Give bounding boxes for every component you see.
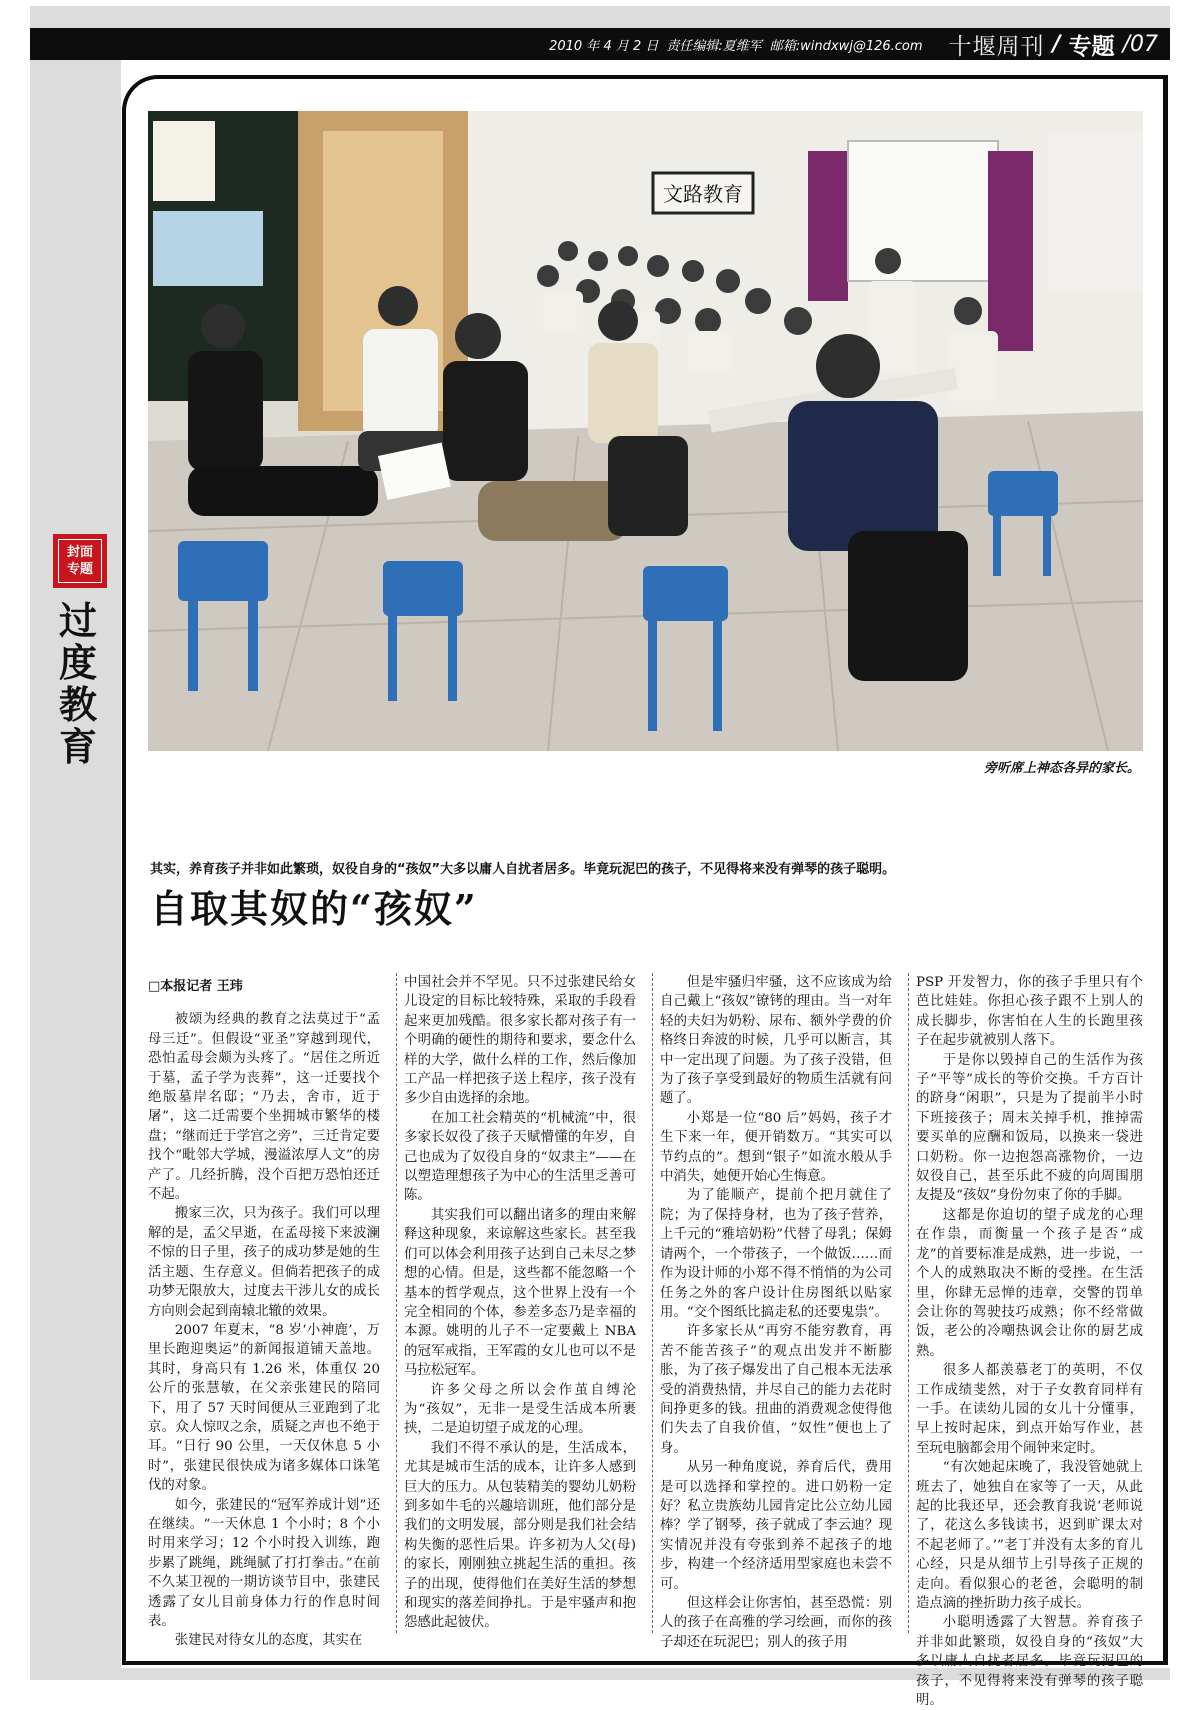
classroom-photo-illustration	[148, 111, 1143, 751]
photo-caption: 旁听席上神态各异的家长。	[983, 761, 1140, 776]
column-divider	[908, 973, 909, 1633]
page-header	[30, 28, 1170, 60]
paragraph: PSP 开发智力，你的孩子手里只有个芭比娃娃。你担心孩子跟不上别人的成长脚步，你害怕在人生的长跑里孩子在起步就被别人落下。	[916, 975, 1143, 1049]
paragraph: 小郑是一位“80 后”妈妈，孩子才生下来一年，便开销数万。“其实可以节约点的”。想到“银子”如流水般从手中消失，她便开始心生悔意。	[660, 1110, 892, 1185]
paragraph: 小聪明透露了大智慧。养育孩子并非如此繁琐，奴役自身的“孩奴”大多以庸人自扰者居多。毕竟玩泥巴的孩子，不见得将来没有弹琴的孩子聪明。	[916, 1615, 1143, 1709]
top-gray-strip	[30, 6, 1170, 28]
cover-topic-badge	[53, 534, 107, 588]
wall-sign-text: 文路教育	[663, 182, 743, 206]
paragraph: 张建民对待女儿的态度，其实在	[174, 1633, 363, 1649]
section-name: 专题	[1068, 32, 1115, 60]
editor-email: 邮箱:windxwj@126.com	[769, 38, 923, 54]
paragraph: 这都是你迫切的望子成龙的心理在作祟，而衡量一个孩子是否“成龙”的首要标准是成熟，进一步说，一个人的成熟取决不断的受挫。在生活里，你肆无忌惮的违章，交警的罚单会让你的驾驶技巧成熟；你不经常做饭，老公的冷嘲热讽会让你的厨艺成熟。	[916, 1207, 1143, 1359]
publication-name: 十堰周刊	[948, 33, 1045, 60]
paragraph: 为了能顺产，提前个把月就住了院；为了保持身材，也为了孩子营养，上千元的“雅培奶粉”代替了母乳；保姆请两个，一个带孩子，一个做饭……而作为设计师的小郑不得不悄悄的为公司任务之外的客户设计住房图纸以贴家用。“交个图纸比搞走私的还要鬼祟”。	[660, 1188, 892, 1320]
classroom-photo	[148, 111, 1143, 751]
paragraph: 许多家长从“再穷不能穷教育，再苦不能苦孩子”的观点出发并不断膨胀，为了孩子爆发出了自己根本无法承受的消费热情，并尽自己的能力去花时间挣更多的钱。扭曲的消费观念使得他们失去了自我价值，“奴性”便也上了身。	[660, 1324, 892, 1456]
badge-line-2: 专题	[66, 562, 93, 577]
paragraph: “有次她起床晚了，我没管她就上班去了，她独自在家等了一天，从此起的比我还早，还会教育我说‘老师说了，花这么多钱读书，迟到旷课太对不起老师了。’”老丁并没有太多的育儿心经，只是从细节上引导孩子正规的走向。看似狠心的老爸，会聪明的制造点滴的挫折助力孩子成长。	[916, 1460, 1143, 1611]
paragraph: 中国社会并不罕见。只不过张建民给女儿设定的目标比较特殊，采取的手段看起来更加残酷。很多家长都对孩子有一个明确的硬性的期待和要求，要念什么样的大学，做什么样的工作，然后像加工产品一样把孩子送上程序，孩子没有多少自由选择的余地。	[404, 975, 636, 1107]
column-divider	[652, 973, 653, 1633]
page-number: /07	[1122, 31, 1158, 57]
paragraph: 于是你以毁掉自己的生活作为孩子“平等”成长的等价交换。千方百计的跻身“闲职”，只是为了提前半小时下班接孩子；周末关掉手机，推掉需要买单的应酬和饭局，以换来一袋进口奶粉。你一边抱怨高涨物价，一边奴役自己，甚至乐此不疲的向周围朋友提及“孩奴”身份勿束了你的手脚。	[916, 1052, 1143, 1204]
article-column-3	[660, 973, 892, 1650]
article-column-1	[148, 973, 380, 1649]
paragraph: 被颂为经典的教育之法莫过于“孟母三迁”。但假设“亚圣”穿越到现代，恐怕孟母会颇为头疼了。“居住之所近于墓，孟子学为丧葬”，这一迁要找个绝版墓岸名邸；“乃去，舍市，近于屠”，这二迁需要个坐拥城市繁华的楼盘；“继而迁于学宫之旁”，三迁肯定要找个“毗邻大学城，漫溢浓厚人文”的房产了。几经折腾，没个百把万恐怕还迁不起。	[148, 1012, 380, 1203]
article-column-4	[916, 973, 1143, 1709]
paragraph: 在加工社会精英的“机械流”中，很多家长奴役了孩子天赋懵懂的年岁，自己也成为了奴役自身的“奴隶主”——在以塑造理想孩子为中心的生活里乏善可陈。	[404, 1110, 636, 1204]
paragraph: 2007 年夏末，“8 岁‘小神鹿’，万里长跑迎奥运”的新闻报道铺天盖地。其时，身高只有 1.26 米，体重仅 20 公斤的张慧敏，在父亲张建民的陪同下，用了 57 天时间便从三亚跑到了北京。众人惊叹之余，质疑之声也不绝于耳。“日行 90 公里，一天仅休息 5 小时”，张建民很快成为诸多媒体口诛笔伐的对象。	[148, 1322, 380, 1494]
article-lead: 其实，养育孩子并非如此繁琐，奴役自身的“孩奴”大多以庸人自扰者居多。毕竟玩泥巴的孩子，不见得将来没有弹琴的孩子聪明。	[150, 862, 896, 877]
left-margin-band	[30, 60, 121, 1680]
article-column-2	[404, 973, 636, 1633]
paragraph: 但是牢骚归牢骚，这不应该成为给自己戴上“孩奴”镣铐的理由。当一对年轻的夫妇为奶粉、尿布、额外学费的价格终日奔波的时候，几乎可以断言，其中一定出现了问题。为了孩子没错，但为了孩子享受到最好的物质生活就有问题了。	[660, 975, 892, 1107]
paragraph: 我们不得不承认的是，生活成本，尤其是城市生活的成本，让许多人感到巨大的压力。从包装精美的婴幼儿奶粉到多如牛毛的兴趣培训班，他们部分是我们的文明发展，部分则是我们社会结构失衡的恶性后果。许多初为人父(母)的家长，刚刚独立挑起生活的重担。孩子的出现，使得他们在美好生活的梦想和现实的落差间挣扎。于是牢骚声和抱怨感此起彼伏。	[404, 1440, 636, 1631]
issue-date: 2010 年 4 月 2 日	[549, 38, 659, 54]
vertical-topic-title: 过度教育	[58, 598, 97, 769]
column-divider	[396, 973, 397, 1633]
paragraph: 如今，张建民的“冠军养成计划”还在继续。“一天休息 1 个小时；8 个小时用来学习；12 个小时投入训练，跑步累了跳绳，跳绳腻了打打拳击。”在前不久某卫视的一期访谈节目中，张建民透露了女儿目前身体力行的作息时间表。	[148, 1497, 380, 1629]
article-body	[148, 973, 1143, 1709]
paragraph: 很多人都羡慕老丁的英明，不仅工作成绩斐然，对于子女教育同样有一手。在读幼儿园的女儿十分懂事，早上按时起床，到点开始写作业，甚至玩电脑都会用个闹钟来定时。	[916, 1363, 1143, 1456]
paragraph: 许多父母之所以会作茧自缚沦为“孩奴”，无非一是受生活成本所裹挟，二是迫切望子成龙的心理。	[404, 1382, 636, 1437]
byline: □本报记者 王玮	[148, 979, 243, 994]
badge-line-1: 封面	[66, 545, 93, 560]
paragraph: 搬家三次，只为孩子。我们可以理解的是，孟父早逝，在孟母接下来波澜不惊的日子里，孩子的成功梦是她的生活主题、生存意义。但倘若把孩子的成功梦无限放大，过度去干涉儿女的成长方向则会起到南辕北辙的效果。	[148, 1206, 380, 1319]
paragraph: 其实我们可以翻出诸多的理由来解释这种现象，来谅解这些家长。甚至我们可以体会利用孩子达到自己未尽之梦想的心情。但是，这些都不能忽略一个基本的哲学观点，这个世界上没有一个完全相同的个体，参差多态乃是幸福的本源。姚明的儿子不一定要戴上 NBA 的冠军戒指，王军霞的女儿也可以不是马拉松冠军。	[404, 1207, 636, 1379]
paragraph: 从另一种角度说，养育后代，费用是可以选择和掌控的。进口奶粉一定好？私立贵族幼儿园肯定比公立幼儿园棒？学了钢琴，孩子就成了李云迪？现实情况并没有夸张到养不起孩子的地步，构建一个经济适用型家庭也未尝不可。	[660, 1460, 892, 1592]
editor-credit: 责任编辑:夏维军	[666, 38, 762, 54]
header-separator: /	[1052, 31, 1061, 57]
paragraph: 但这样会让你害怕，甚至恐慌：别人的孩子在高雅的学习绘画，而你的孩子却还在玩泥巴；别人的孩子用	[660, 1596, 892, 1650]
article-headline: 自取其奴的“孩奴”	[150, 886, 478, 931]
